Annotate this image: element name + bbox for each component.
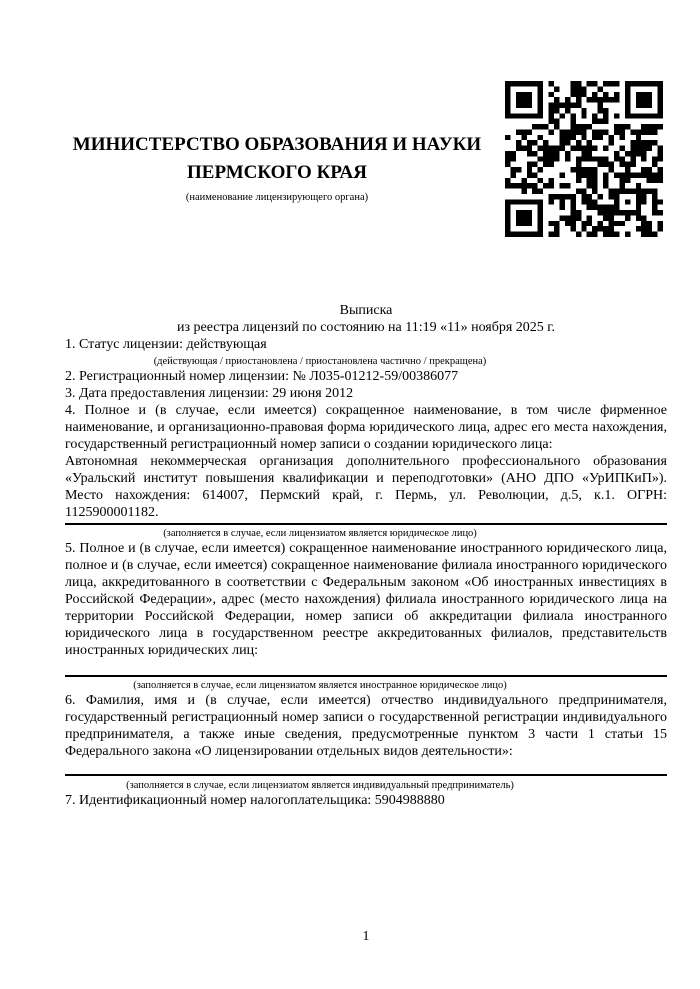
- item-2-registration-number: 2. Регистрационный номер лицензии: № Л035-01212-59/00386077: [65, 369, 459, 384]
- document-body: [65, 302, 667, 809]
- item-4-heading: 4. Полное и (в случае, если имеется) сокращенное наименование, в том числе фирменное наименование, и организационно-правовая форма юридического лица, адрес его места нахождения, государственный регистрационный номер записи о создании юридического лица:: [65, 403, 667, 452]
- item-1-caption: (действующая / приостановлена / приостановлена частично / прекращена): [153, 356, 487, 367]
- item-7-taxpayer-number: 7. Идентификационный номер налогоплательщика: 5904988880: [65, 793, 445, 808]
- item-5-fill-line: [65, 675, 667, 677]
- item-4-value: Автономная некоммерческая организация дополнительного профессионального образования «Уральский институт повышения квалификации и переподготовки» (АНО ДПО «УрИПКиП»). Место нахождения: 614007, Пермский край, г. Пермь, ул. Революции, д.5, к.1. ОГРН: 1125900001182.: [65, 454, 667, 520]
- item-6-caption: (заполняется в случае, если лицензиатом является индивидуальный предприниматель): [126, 780, 514, 791]
- item-4-caption: (заполняется в случае, если лицензиатом является юридическое лицо): [163, 528, 477, 539]
- page-number: 1: [362, 929, 370, 944]
- item-5-caption: (заполняется в случае, если лицензиатом является иностранное юридическое лицо): [133, 680, 507, 691]
- item-6-heading: 6. Фамилия, имя и (в случае, если имеется) отчество индивидуального предпринимателя, государственный регистрационный номер записи о государственной регистрации индивидуального предпринимателя, а также иные сведения, предусмотренные пунктом 3 части 1 статьи 15 Федерального закона «О лицензировании отдельных видов деятельности»:: [65, 693, 667, 759]
- ministry-caption: (наименование лицензирующего органа): [185, 192, 369, 203]
- item-3-license-date: 3. Дата предоставления лицензии: 29 июня 2012: [65, 386, 354, 401]
- item-6-fill-line: [65, 774, 667, 776]
- item-1-license-status: 1. Статус лицензии: действующая: [65, 337, 267, 352]
- document-header: [30, 131, 524, 204]
- qr-code-icon: [505, 81, 663, 237]
- ministry-name-line1: МИНИСТЕРСТВО ОБРАЗОВАНИЯ И НАУКИ: [72, 134, 482, 155]
- document-title-line2: из реестра лицензий по состоянию на 11:19 «11» ноября 2025 г.: [177, 320, 555, 335]
- ministry-name-line2: ПЕРМСКОГО КРАЯ: [187, 162, 367, 183]
- document-title: [65, 302, 667, 336]
- item-4-fill-line: [65, 523, 667, 525]
- item-5-heading: 5. Полное и (в случае, если имеется) сокращенное наименование иностранного юридического лица, полное и (в случае, если имеется) сокращенное наименование филиала иностранного юридического лица, аккредитованного в соответствии с Федеральным законом «Об иностранных инвестициях в Российской Федерации», адрес (место нахождения) филиала иностранного юридического лица на территории Российской Федерации, номер записи об аккредитации филиала иностранного юридического лица в государственном реестре аккредитованных филиалов, представительств иностранных юридических лиц:: [65, 541, 667, 658]
- document-title-line1: Выписка: [339, 303, 393, 318]
